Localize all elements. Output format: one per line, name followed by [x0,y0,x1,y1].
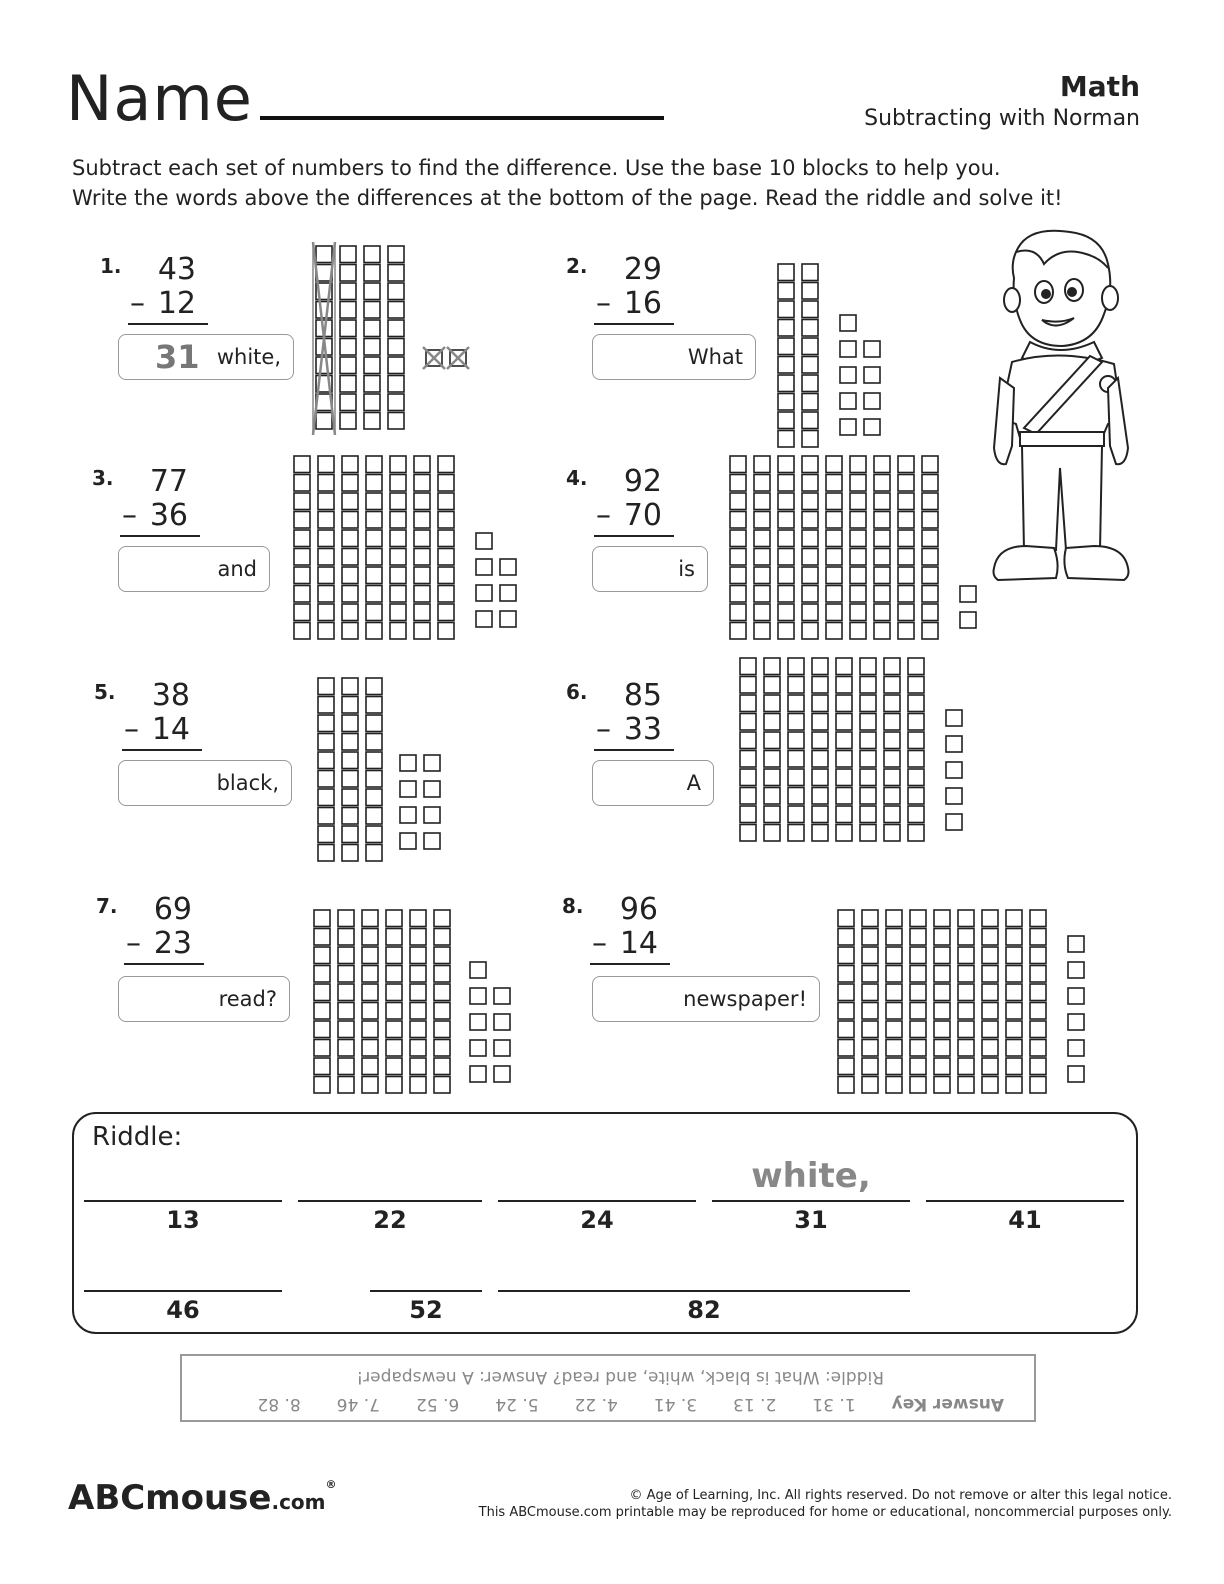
unit-cube [470,1066,486,1082]
tens-rod [908,658,924,841]
answer-key-box [180,1354,1036,1422]
tens-rod [884,658,900,841]
tens-rod [958,910,974,1093]
tens-rod [316,246,332,429]
tens-rod [802,264,818,447]
unit-cube [1068,962,1084,978]
answer-key-item: 2. 13 [733,1394,777,1414]
answer-key-item: 5. 24 [495,1394,539,1414]
cross-out-mark [447,347,469,369]
tens-rod [898,456,914,639]
tens-rod [788,658,804,841]
answer-word: read? [218,987,277,1011]
unit-cube [960,612,976,628]
equation-line [120,535,200,537]
unit-cube [494,1066,510,1082]
subtrahend: 36 [149,498,188,533]
problem-number: 4. [566,466,588,490]
minuend: 38 [151,678,190,713]
riddle-label: Riddle: [92,1122,183,1152]
cross-out-mark [423,347,445,369]
answer-key-title: Answer Key [891,1394,1004,1414]
minus-sign: – [126,926,141,961]
unit-cube [1068,988,1084,1004]
unit-cube [476,533,492,549]
tens-rod [1006,910,1022,1093]
unit-cube [1068,1014,1084,1030]
answer-word: A [686,771,701,795]
tens-rod [1030,910,1046,1093]
problem-number: 8. [562,894,584,918]
tens-rod [764,658,780,841]
unit-cube [470,962,486,978]
answer-key-item: 1. 31 [812,1394,856,1414]
tens-rod [922,456,938,639]
answer-value: 31 [155,338,200,376]
unit-cube [946,762,962,778]
answer-word: and [217,557,257,581]
answer-box[interactable] [592,334,756,380]
minuend: 85 [623,678,662,713]
tens-rod [836,658,852,841]
answer-box[interactable] [118,976,290,1022]
unit-cube [946,736,962,752]
unit-cube [840,315,856,331]
minus-sign: – [596,712,611,747]
unit-cube [476,611,492,627]
answer-box[interactable] [118,760,292,806]
tens-rod [318,456,334,639]
tens-rod [826,456,842,639]
unit-cube [494,988,510,1004]
riddle-number: 46 [166,1296,200,1324]
unit-cube [476,559,492,575]
logo-main: ABCmouse [68,1478,272,1518]
answer-key-item: 4. 22 [574,1394,618,1414]
equation-line [128,323,208,325]
equation-line [124,963,204,965]
tens-rod [740,658,756,841]
tens-rod [778,456,794,639]
equation-line [590,963,670,965]
tens-rod [386,910,402,1093]
unit-cube [946,710,962,726]
minus-sign: – [122,498,137,533]
problem-number: 5. [94,680,116,704]
answer-box[interactable] [592,760,714,806]
tens-rod [778,264,794,447]
subtrahend: 12 [157,286,196,321]
problem-number: 1. [100,254,122,278]
riddle-blank-line [298,1200,482,1202]
name-line[interactable] [260,116,664,120]
answer-box[interactable] [592,976,820,1022]
minus-sign: – [124,712,139,747]
tens-rod [314,910,330,1093]
riddle-blank-line [498,1200,696,1202]
tens-rod [802,456,818,639]
unit-cube [424,807,440,823]
unit-cube [426,350,442,366]
tens-rod [886,910,902,1093]
norman-character-illustration [990,228,1132,588]
tens-rod [366,678,382,861]
riddle-number: 31 [794,1206,828,1234]
riddle-number: 13 [166,1206,200,1234]
riddle-word-slot[interactable]: white, [751,1156,871,1196]
unit-cube [424,833,440,849]
subject-title: Math [1059,70,1140,103]
tens-rod [862,910,878,1093]
answer-word: What [687,345,743,369]
unit-cube [494,1040,510,1056]
tens-rod [414,456,430,639]
worksheet-subtitle: Subtracting with Norman [864,106,1140,131]
unit-cube [450,350,466,366]
unit-cube [500,611,516,627]
unit-cube [400,807,416,823]
answer-word: is [678,557,695,581]
unit-cube [840,393,856,409]
minuend: 96 [619,892,658,927]
subtrahend: 33 [623,712,662,747]
subtrahend: 70 [623,498,662,533]
minuend: 69 [153,892,192,927]
tens-rod [294,456,310,639]
answer-key-item: 8. 82 [257,1394,301,1414]
tens-rod [934,910,950,1093]
unit-cube [840,341,856,357]
problem-number: 6. [566,680,588,704]
unit-cube [400,781,416,797]
answer-word: white, [216,345,281,369]
answer-box[interactable] [592,546,708,592]
logo-mark: ® [325,1478,337,1491]
riddle-number: 41 [1008,1206,1042,1234]
tens-rod [850,456,866,639]
unit-cube [494,1014,510,1030]
unit-cube [960,586,976,602]
answer-word: newspaper! [683,987,807,1011]
riddle-number: 22 [373,1206,407,1234]
cross-out-mark [313,242,335,435]
riddle-number: 24 [580,1206,614,1234]
unit-cube [840,367,856,383]
tens-rod [812,658,828,841]
tens-rod [338,910,354,1093]
tens-rod [390,456,406,639]
tens-rod [388,246,404,429]
problem-number: 3. [92,466,114,490]
unit-cube [470,988,486,1004]
tens-rod [730,456,746,639]
unit-cube [840,419,856,435]
unit-cube [864,393,880,409]
minus-sign: – [592,926,607,961]
unit-cube [864,367,880,383]
unit-cube [424,781,440,797]
tens-rod [438,456,454,639]
answer-word: black, [216,771,279,795]
problem-number: 2. [566,254,588,278]
minus-sign: – [596,498,611,533]
tens-rod [318,678,334,861]
answer-key-answers [257,1394,1004,1414]
minuend: 92 [623,464,662,499]
unit-cube [400,833,416,849]
answer-box[interactable] [118,546,270,592]
unit-cube [476,585,492,601]
name-label: Name [66,62,253,135]
minus-sign: – [130,286,145,321]
cross-out-mark [313,242,335,435]
unit-cube [424,755,440,771]
subtrahend: 23 [153,926,192,961]
unit-cube [864,419,880,435]
abcmouse-logo [68,1478,337,1518]
riddle-blank-line [84,1290,282,1292]
minus-sign: – [596,286,611,321]
minuend: 77 [149,464,188,499]
riddle-blank-line [370,1290,482,1292]
answer-box[interactable] [118,334,294,380]
tens-rod [366,456,382,639]
tens-rod [874,456,890,639]
tens-rod [860,658,876,841]
unit-cube [864,341,880,357]
tens-rod [754,456,770,639]
minuend: 29 [623,252,662,287]
problem-number: 7. [96,894,118,918]
answer-key-item: 3. 41 [653,1394,698,1414]
legal-line-2: This ABCmouse.com printable may be reproduced for home or educational, noncommercial purposes only. [478,1505,1172,1520]
unit-cube [470,1014,486,1030]
tens-rod [342,456,358,639]
answer-key-item: 7. 46 [336,1394,380,1414]
unit-cube [470,1040,486,1056]
tens-rod [982,910,998,1093]
equation-line [122,749,202,751]
unit-cube [946,788,962,804]
answer-key-riddle: Riddle: What is black, white, and read? Answer: A newspaper! [356,1367,884,1387]
instruction-line-1: Subtract each set of numbers to find the difference. Use the base 10 blocks to help you. [72,156,1001,180]
tens-rod [362,910,378,1093]
riddle-blank-line [926,1200,1124,1202]
tens-rod [342,678,358,861]
tens-rod [910,910,926,1093]
cross-out-mark [313,242,335,435]
answer-key-item: 6. 52 [416,1394,460,1414]
unit-cube [500,559,516,575]
legal-line-1: © Age of Learning, Inc. All rights reserved. Do not remove or alter this legal notice. [629,1488,1172,1503]
tens-rod [340,246,356,429]
riddle-number: 82 [687,1296,721,1324]
subtrahend: 14 [619,926,658,961]
logo-suffix: .com [271,1490,326,1514]
unit-cube [946,814,962,830]
unit-cube [1068,936,1084,952]
tens-rod [364,246,380,429]
minuend: 43 [157,252,196,287]
unit-cube [1068,1066,1084,1082]
riddle-blank-line [712,1200,910,1202]
riddle-number: 52 [409,1296,443,1324]
riddle-blank-line [84,1200,282,1202]
equation-line [594,749,674,751]
tens-rod [410,910,426,1093]
subtrahend: 14 [151,712,190,747]
tens-rod [434,910,450,1093]
equation-line [594,323,674,325]
unit-cube [500,585,516,601]
equation-line [594,535,674,537]
unit-cube [400,755,416,771]
instruction-line-2: Write the words above the differences at the bottom of the page. Read the riddle and solve it! [72,186,1063,210]
riddle-blank-line [498,1290,910,1292]
subtrahend: 16 [623,286,662,321]
tens-rod [838,910,854,1093]
unit-cube [1068,1040,1084,1056]
